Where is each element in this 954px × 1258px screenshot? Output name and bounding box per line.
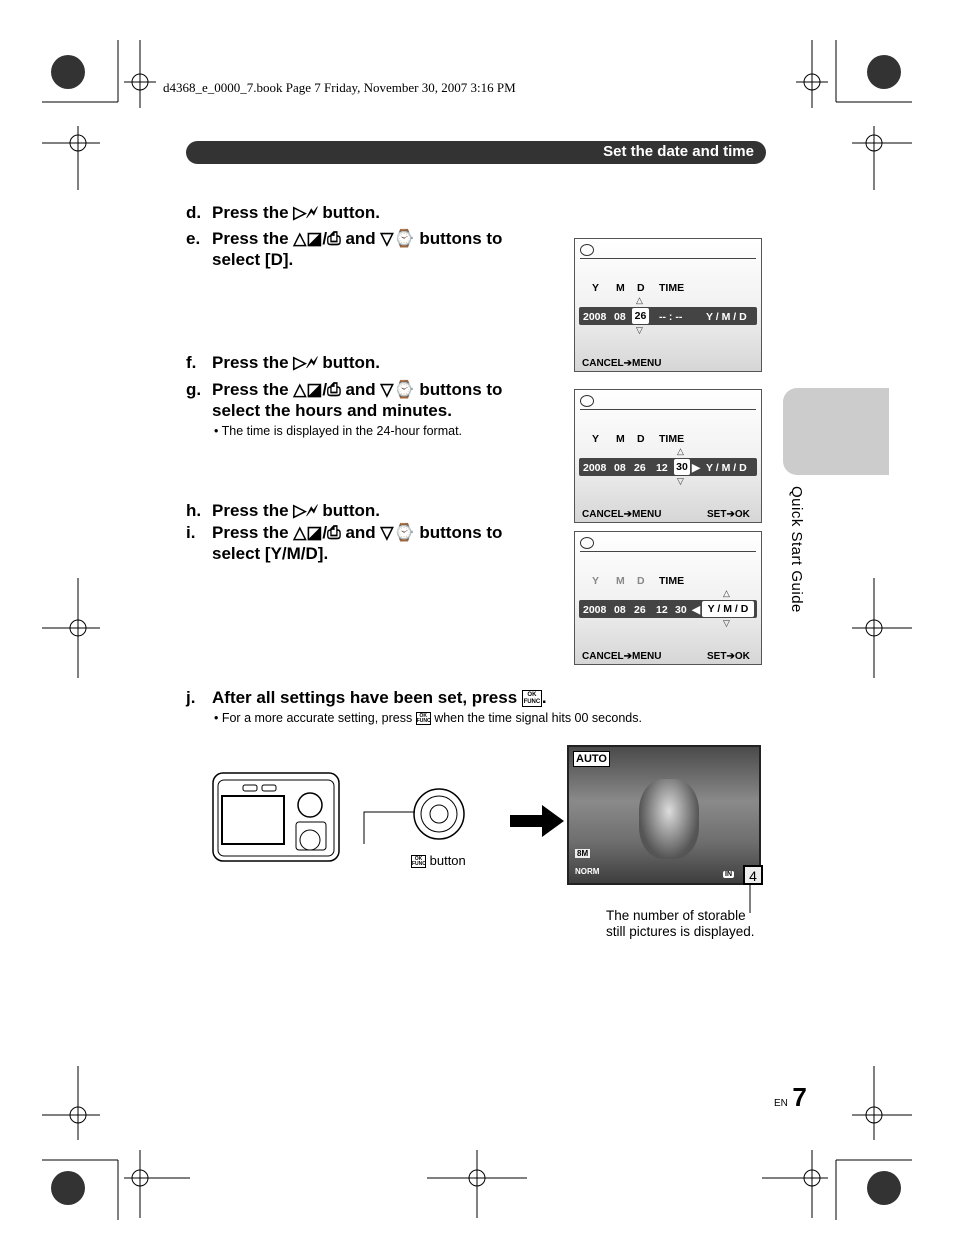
minute-field: 30	[674, 459, 690, 475]
memory-icon: IN	[725, 871, 732, 878]
up-arrow-icon: △	[677, 446, 684, 456]
quality-icon: NORM	[575, 867, 600, 876]
step-d: d. Press the ▷🗲 button.	[186, 203, 380, 222]
right-arrow-icon: ▶	[692, 462, 701, 474]
photo-preview	[567, 745, 761, 885]
shooting-mode-icon: AUTO	[573, 751, 610, 767]
side-tab-label: Quick Start Guide	[788, 486, 805, 613]
note-24-hour: • The time is displayed in the 24-hour format.	[214, 424, 463, 438]
step-h: h. Press the ▷🗲 button.	[186, 501, 380, 520]
section-banner: Set the date and time	[186, 141, 766, 164]
step-i: i. Press the △◪/⎙ and ▽⌚ buttons to select [Y/M/D].	[186, 523, 503, 563]
lcd-screen-day: Y M D TIME △ 2008 08 26 -- : -- Y / M / D ▽ CANCEL➔MENU	[574, 238, 762, 372]
note-accurate-setting: • For a more accurate setting, press OK FUNC when the time signal hits 00 seconds.	[214, 711, 642, 725]
clock-icon	[580, 537, 594, 549]
clock-icon	[580, 244, 594, 256]
ok-func-icon: OK FUNC	[412, 856, 426, 868]
down-arrow-icon: ▽	[723, 618, 730, 628]
step-j: j. After all settings have been set, press OK FUNC.	[186, 688, 547, 707]
ok-func-icon: OK FUNC	[416, 713, 431, 725]
button-caption: OK FUNC button	[412, 853, 466, 868]
down-arrow-icon: ▽	[636, 325, 643, 335]
up-arrow-icon: △	[723, 588, 730, 598]
left-arrow-icon: ◀	[692, 604, 701, 616]
book-header: d4368_e_0000_7.book Page 7 Friday, November 30, 2007 3:16 PM	[163, 80, 516, 95]
lcd-screen-time: Y M D TIME △ 2008 08 26 12 30 ▶ Y / M / D ▽ CANCEL➔MENU SET➔OK	[574, 389, 762, 523]
down-arrow-icon: ▽	[677, 476, 684, 486]
image-size-icon: 8M	[577, 849, 589, 858]
step-e: e. Press the △◪/⎙ and ▽⌚ buttons to select [D].	[186, 229, 503, 269]
lcd-screen-format: Y M D TIME △ 2008 08 26 12 30 ◀ Y / M / D ▽ CANCEL➔MENU SET➔OK	[574, 531, 762, 665]
up-arrow-icon: △	[636, 295, 643, 305]
format-field: Y / M / D	[702, 601, 754, 617]
photo-subject	[639, 779, 699, 859]
clock-icon	[580, 395, 594, 407]
side-tab	[783, 388, 889, 475]
photo-caption: The number of storable still pictures is displayed.	[606, 908, 755, 939]
remaining-count: 4	[743, 865, 763, 885]
ok-func-icon: OK FUNC	[523, 692, 541, 706]
page-number: EN 7	[774, 1082, 807, 1112]
right-arrow-icon	[510, 803, 564, 839]
step-g: g. Press the △◪/⎙ and ▽⌚ buttons to select the hours and minutes.	[186, 380, 503, 420]
step-f: f. Press the ▷🗲 button.	[186, 353, 380, 372]
day-field: 26	[632, 308, 649, 324]
